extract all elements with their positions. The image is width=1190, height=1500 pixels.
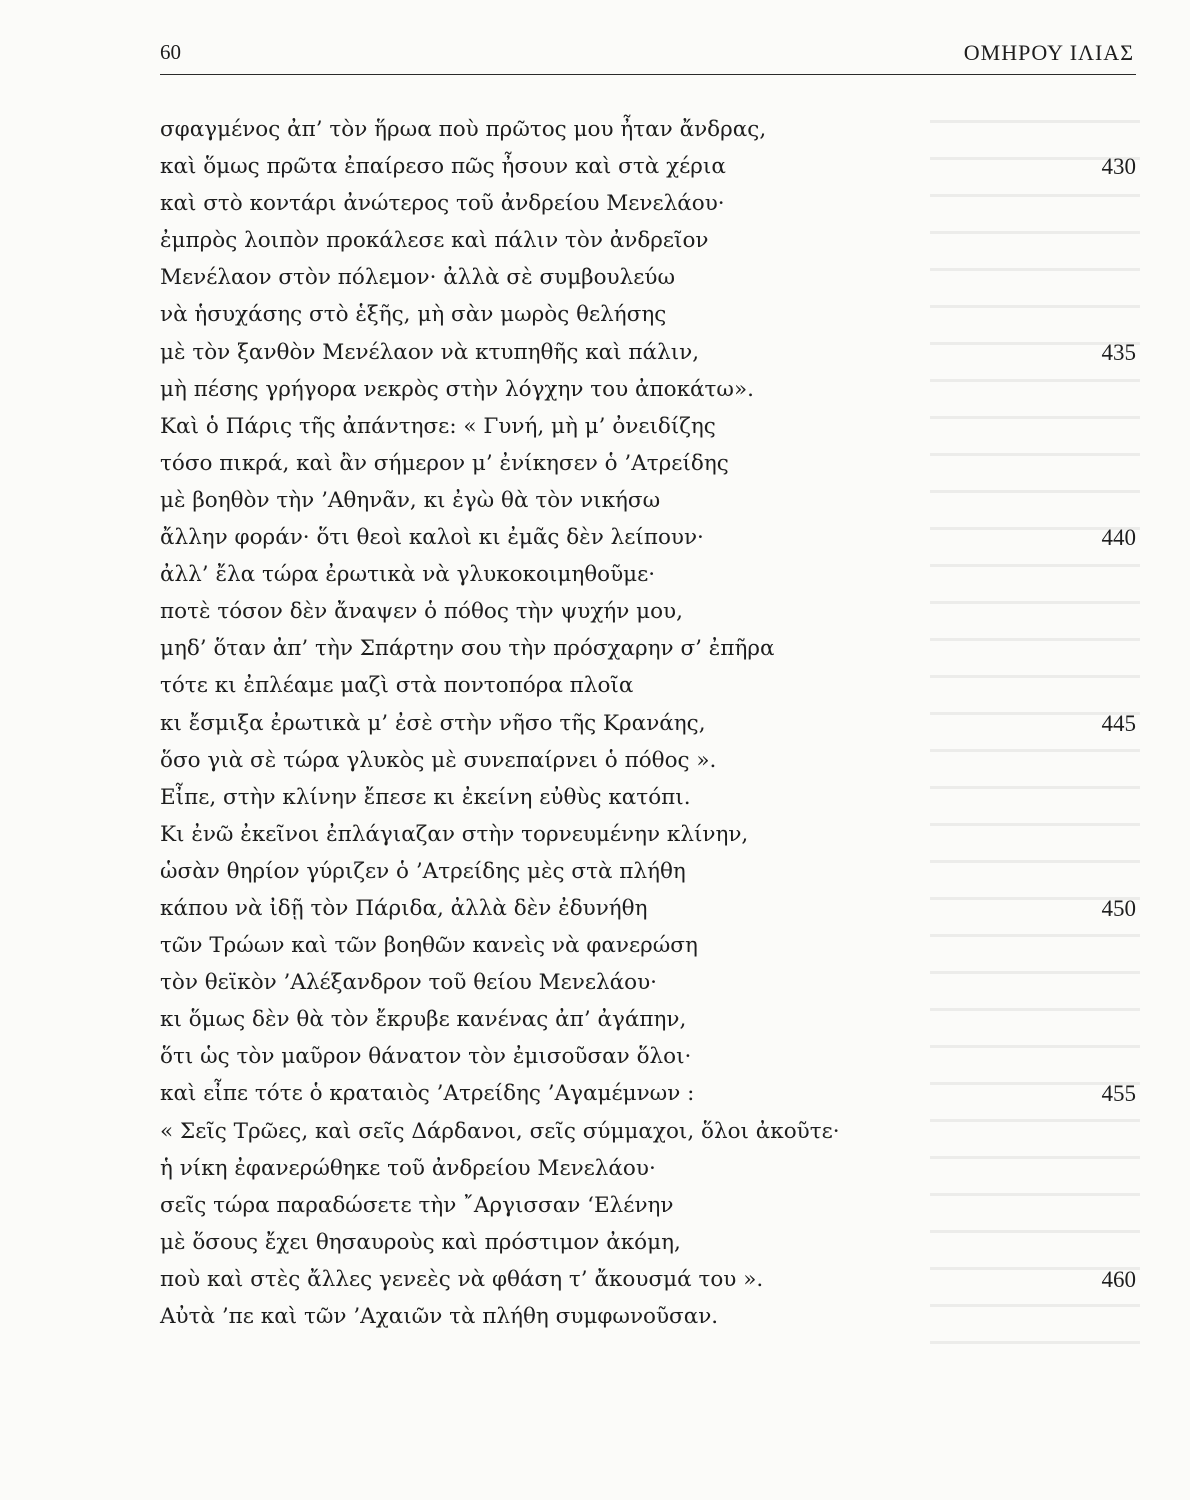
- verse-line: [160, 1187, 1136, 1224]
- verse-text: Μενέλαον στὸν πόλεμον· ἀλλὰ σὲ συμβουλεύω: [160, 265, 675, 291]
- verse-line: [160, 556, 1136, 593]
- verse-line: [160, 1150, 1136, 1187]
- verse-line: [160, 1038, 1136, 1075]
- verse-line: [160, 445, 1136, 482]
- verse-line: [160, 259, 1136, 296]
- verse-text: μὴ πέσης γρήγορα νεκρὸς στὴν λόγχην του ἀποκάτω».: [160, 376, 754, 402]
- line-number: 440: [1101, 525, 1136, 551]
- verse-line: [160, 519, 1136, 556]
- verse-text: κάπου νὰ ἰδῇ τὸν Πάριδα, ἀλλὰ δὲν ἐδυνήθη: [160, 895, 648, 921]
- line-number: 450: [1101, 895, 1136, 921]
- verse-text: καὶ ὅμως πρῶτα ἐπαίρεσο πῶς ἦσουν καὶ στὰ χέρια: [160, 154, 726, 180]
- verse-text: ὅσο γιὰ σὲ τώρα γλυκὸς μὲ συνεπαίρνει ὁ πόθος ».: [160, 747, 717, 773]
- verse-text: Αὐτὰ ’πε καὶ τῶν ’Αχαιῶν τὰ πλήθη συμφωνοῦσαν.: [160, 1304, 719, 1329]
- verse-text: μὲ ὅσους ἔχει θησαυροὺς καὶ πρόστιμον ἀκόμη,: [160, 1229, 681, 1255]
- verse-block: [160, 111, 1136, 1335]
- verse-text: σεῖς τώρα παραδώσετε τὴν ῎Αργισσαν ‘Ελένην: [160, 1192, 674, 1218]
- verse-text: τόσο πικρά, καὶ ἂν σήμερον μ’ ἐνίκησεν ὁ ’Ατρείδης: [160, 450, 729, 476]
- verse-line: [160, 185, 1136, 222]
- verse-line: [160, 705, 1136, 742]
- verse-line: [160, 927, 1136, 964]
- verse-line: [160, 334, 1136, 371]
- verse-text: ἡ νίκη ἐφανερώθηκε τοῦ ἀνδρείου Μενελάου·: [160, 1155, 656, 1181]
- verse-text: ὅτι ὡς τὸν μαῦρον θάνατον τὸν ἐμισοῦσαν ὅλοι·: [160, 1044, 692, 1070]
- verse-line: [160, 593, 1136, 630]
- verse-line: [160, 1261, 1136, 1298]
- verse-text: Εἶπε, στὴν κλίνην ἔπεσε κι ἐκείνη εὐθὺς κατόπι.: [160, 784, 691, 810]
- verse-text: τὸν θεϊκὸν ’Αλέξανδρον τοῦ θείου Μενελάου·: [160, 970, 657, 996]
- line-number: 435: [1101, 339, 1136, 365]
- verse-line: [160, 742, 1136, 779]
- verse-text: « Σεῖς Τρῶες, καὶ σεῖς Δάρδανοι, σεῖς σύμμαχοι, ὅλοι ἀκοῦτε·: [160, 1118, 840, 1144]
- verse-text: καὶ εἶπε τότε ὁ κραταιὸς ’Ατρείδης ’Αγαμέμνων :: [160, 1081, 695, 1107]
- verse-text: ποτὲ τόσον δὲν ἄναψεν ὁ πόθος τὴν ψυχήν μου,: [160, 599, 683, 625]
- verse-text: ἀλλ’ ἔλα τώρα ἐρωτικὰ νὰ γλυκοκοιμηθοῦμε·: [160, 562, 656, 588]
- verse-line: [160, 371, 1136, 408]
- verse-text: ποὺ καὶ στὲς ἄλλες γενεὲς νὰ φθάση τ’ ἄκουσμά του ».: [160, 1266, 764, 1292]
- verse-text: Κι ἐνῶ ἐκεῖνοι ἐπλάγιαζαν στὴν τορνευμένην κλίνην,: [160, 821, 749, 847]
- verse-line: [160, 779, 1136, 816]
- verse-line: [160, 964, 1136, 1001]
- line-number: 430: [1101, 154, 1136, 180]
- verse-text: ἄλλην φοράν· ὅτι θεοὶ καλοὶ κι ἐμᾶς δὲν λείπουν·: [160, 525, 704, 551]
- line-number: 460: [1101, 1266, 1136, 1292]
- verse-line: [160, 853, 1136, 890]
- verse-text: μηδ’ ὅταν ἀπ’ τὴν Σπάρτην σου τὴν πρόσχαρην σ’ ἐπῆρα: [160, 636, 775, 662]
- verse-line: [160, 890, 1136, 927]
- verse-text: κι ἔσμιξα ἐρωτικὰ μ’ ἐσὲ στὴν νῆσο τῆς Κρανάης,: [160, 710, 706, 736]
- verse-text: κι ὅμως δὲν θὰ τὸν ἔκρυβε κανένας ἀπ’ ἀγάπην,: [160, 1007, 687, 1033]
- header-rule: [160, 74, 1136, 75]
- page-number: 60: [160, 40, 181, 64]
- verse-line: [160, 816, 1136, 853]
- verse-line: [160, 222, 1136, 259]
- verse-line: [160, 482, 1136, 519]
- verse-text: τότε κι ἐπλέαμε μαζὶ στὰ ποντοπόρα πλοῖα: [160, 673, 634, 699]
- verse-line: [160, 1075, 1136, 1112]
- verse-text: μὲ βοηθὸν τὴν ’Αθηνᾶν, κι ἐγὼ θὰ τὸν νικήσω: [160, 487, 661, 513]
- verse-text: ὡσὰν θηρίον γύριζεν ὁ ’Ατρείδης μὲς στὰ πλήθη: [160, 858, 686, 884]
- verse-line: [160, 1001, 1136, 1038]
- running-title: ΟΜΗΡΟΥ ΙΛΙΑΣ: [963, 40, 1134, 65]
- verse-text: ἐμπρὸς λοιπὸν προκάλεσε καὶ πάλιν τὸν ἀνδρεῖον: [160, 228, 709, 254]
- verse-text: νὰ ἡσυχάσης στὸ ἑξῆς, μὴ σὰν μωρὸς θελήσης: [160, 302, 667, 328]
- verse-text: σφαγμένος ἀπ’ τὸν ἥρωα ποὺ πρῶτος μου ἦταν ἄνδρας,: [160, 117, 767, 142]
- verse-text: καὶ στὸ κοντάρι ἀνώτερος τοῦ ἀνδρείου Μενελάου·: [160, 191, 725, 217]
- verse-line: [160, 296, 1136, 333]
- verse-text: μὲ τὸν ξανθὸν Μενέλαον νὰ κτυπηθῆς καὶ πάλιν,: [160, 339, 700, 365]
- verse-text: Καὶ ὁ Πάρις τῆς ἀπάντησε: « Γυνή, μὴ μ’ ὀνειδίζης: [160, 413, 716, 439]
- verse-line: [160, 148, 1136, 185]
- verse-line: [160, 667, 1136, 704]
- verse-line: [160, 1224, 1136, 1261]
- verse-line: [160, 630, 1136, 667]
- verse-text: τῶν Τρώων καὶ τῶν βοηθῶν κανεὶς νὰ φανερώση: [160, 933, 698, 959]
- verse-line: [160, 1298, 1136, 1335]
- line-number: 445: [1101, 710, 1136, 736]
- verse-line: [160, 408, 1136, 445]
- line-number: 455: [1101, 1081, 1136, 1107]
- verse-line: [160, 111, 1136, 148]
- verse-line: [160, 1113, 1136, 1150]
